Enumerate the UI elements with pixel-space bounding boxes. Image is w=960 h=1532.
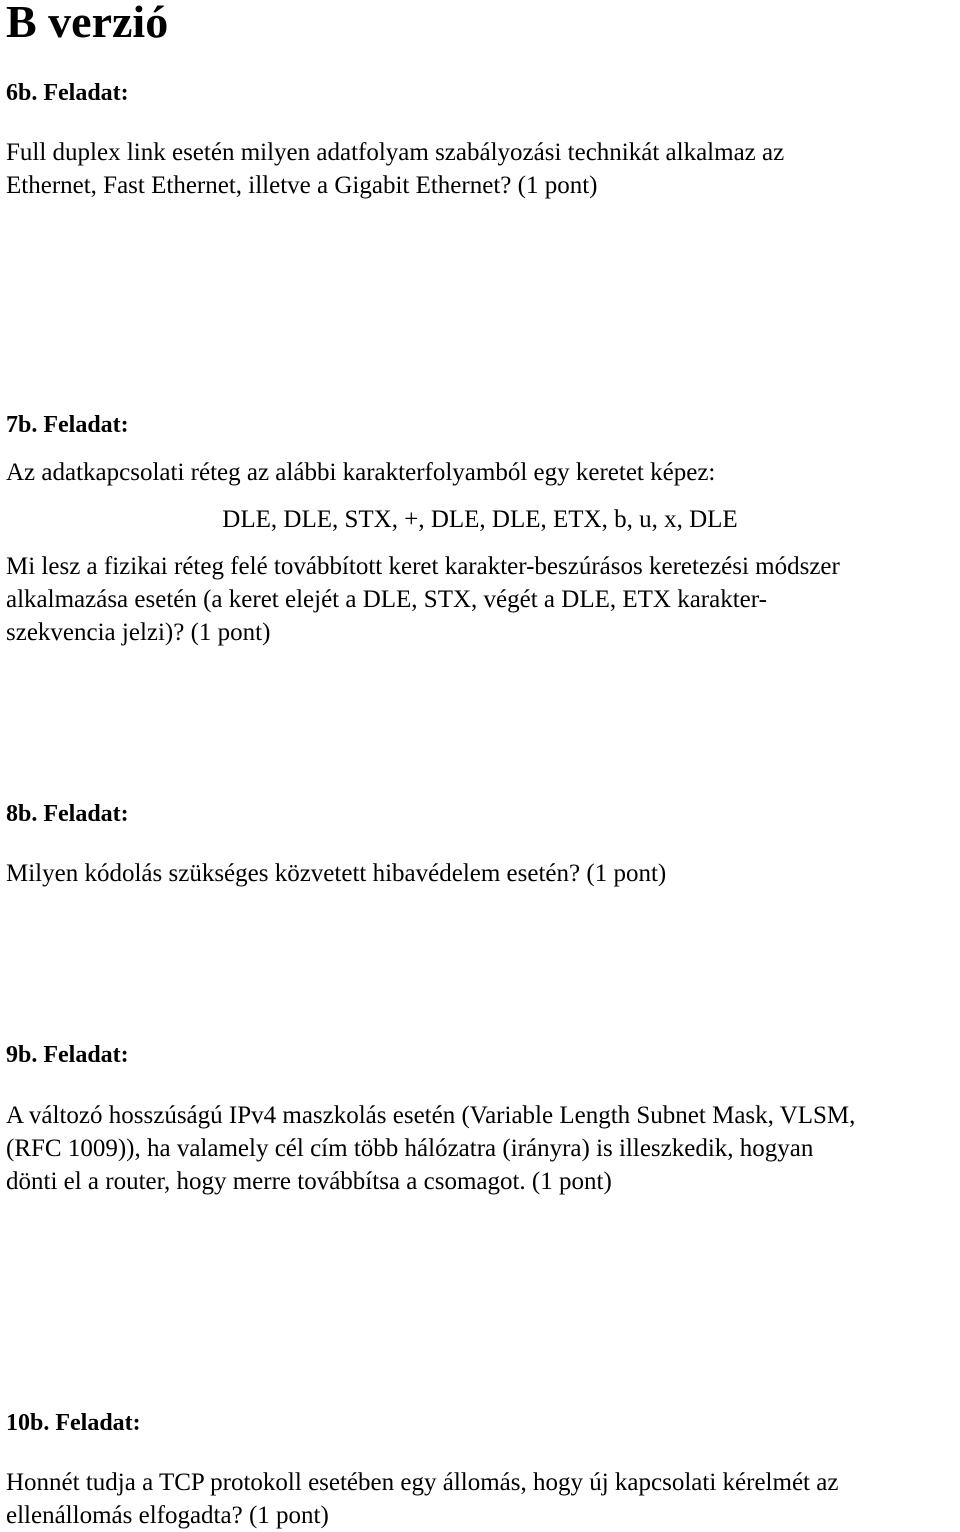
question-line: ellenállomás elfogadta? (1 pont): [6, 1502, 329, 1529]
question-line: (RFC 1009)), ha valamely cél cím több hálózatra (irányra) is illeszkedik, hogyan: [6, 1135, 814, 1162]
task-9b-heading: 9b. Feladat:: [6, 1042, 129, 1068]
task-9b-question: [6, 1099, 855, 1198]
task-10b-heading: 10b. Feladat:: [6, 1410, 141, 1436]
question-line: dönti el a router, hogy merre továbbítsa a csomagot. (1 pont): [6, 1168, 612, 1195]
page-title: B verzió: [6, 0, 169, 47]
task-7b-heading: 7b. Feladat:: [6, 412, 129, 438]
task-6b-heading: 6b. Feladat:: [6, 80, 129, 106]
task-7b-question: [6, 550, 840, 649]
task-7b-intro: Az adatkapcsolati réteg az alábbi karakterfolyamból egy keretet képez:: [6, 459, 716, 486]
question-line: szekvencia jelzi)? (1 pont): [6, 619, 271, 646]
task-8b-question: [6, 857, 666, 890]
question-line: Ethernet, Fast Ethernet, illetve a Gigabit Ethernet? (1 pont): [6, 172, 598, 199]
question-line: alkalmazása esetén (a keret elejét a DLE, STX, végét a DLE, ETX karakter-: [6, 586, 767, 613]
question-line: A változó hosszúságú IPv4 maszkolás esetén (Variable Length Subnet Mask, VLSM,: [6, 1102, 856, 1129]
question-line: Mi lesz a fizikai réteg felé továbbított keret karakter-beszúrásos keretezési módszer: [6, 553, 840, 580]
task-6b-question: [6, 136, 784, 202]
question-line: Milyen kódolás szükséges közvetett hibavédelem esetén? (1 pont): [6, 860, 667, 887]
question-line: Full duplex link esetén milyen adatfolyam szabályozási technikát alkalmaz az: [6, 139, 785, 166]
task-8b-heading: 8b. Feladat:: [6, 801, 129, 827]
task-10b-question: [6, 1466, 838, 1532]
task-7b-character-sequence: DLE, DLE, STX, +, DLE, DLE, ETX, b, u, x, DLE: [222, 506, 738, 533]
question-line: Honnét tudja a TCP protokoll esetében egy állomás, hogy új kapcsolati kérelmét az: [6, 1469, 839, 1496]
